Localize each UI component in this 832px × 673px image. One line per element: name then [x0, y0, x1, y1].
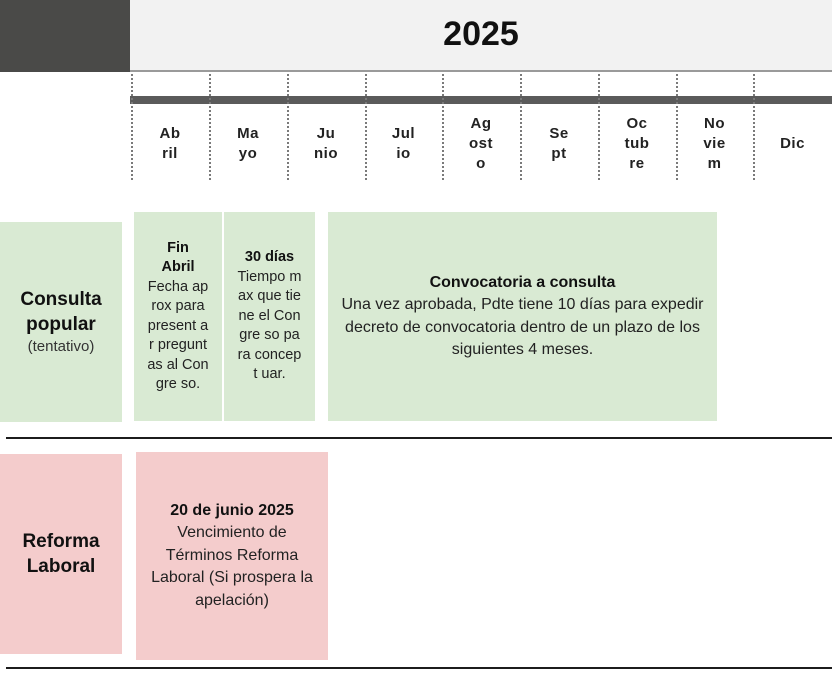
month-april: Ab ril [159, 125, 181, 162]
row-subtitle-consulta: (tentativo) [27, 338, 95, 355]
month-november: No vie m [703, 115, 726, 172]
box-30-dias [224, 212, 315, 421]
row-separator [6, 667, 832, 669]
box-convocatoria-text: Una vez aprobada, Pdte tiene 10 días para expedir decreto de convocatoria dentro de un plazo de los siguientes 4 meses. [341, 296, 704, 358]
header-corner [0, 0, 130, 72]
box-30-dias-text: Tiempo max que tiene el Congre so para concept uar. [237, 268, 302, 383]
box-20-junio [136, 452, 328, 660]
row-label-consulta [0, 222, 122, 422]
box-convocatoria-heading: Convocatoria a consulta [429, 273, 616, 291]
month-june: Ju nio [314, 125, 338, 162]
month-october: Oc tub re [624, 115, 650, 172]
box-20-junio-heading: 20 de junio 2025 [170, 501, 294, 519]
box-convocatoria [328, 212, 717, 421]
box-fin-abril [134, 212, 222, 421]
row-label-reforma [0, 454, 122, 654]
row-title-consulta: Consulta popular [20, 289, 102, 335]
box-20-junio-text: Vencimiento de Términos Reforma Laboral (Si prospera la apelación) [151, 524, 313, 609]
month-august: Ag ost o [469, 115, 493, 172]
box-30-dias-heading: 30 días [244, 249, 295, 266]
timeline-bar [130, 96, 832, 104]
month-july: Jul io [391, 125, 416, 162]
box-fin-abril-heading: Fin Abril [161, 239, 195, 275]
row-title-reforma: Reforma Laboral [22, 531, 100, 577]
month-september: Se pt [549, 125, 569, 162]
row-separator [6, 437, 832, 439]
month-may: Ma yo [237, 125, 259, 162]
month-december: Dic [780, 135, 805, 152]
year-title: 2025 [443, 14, 519, 53]
box-fin-abril-text: Fecha aprox para present ar pregunt as al Congre so. [147, 278, 209, 392]
